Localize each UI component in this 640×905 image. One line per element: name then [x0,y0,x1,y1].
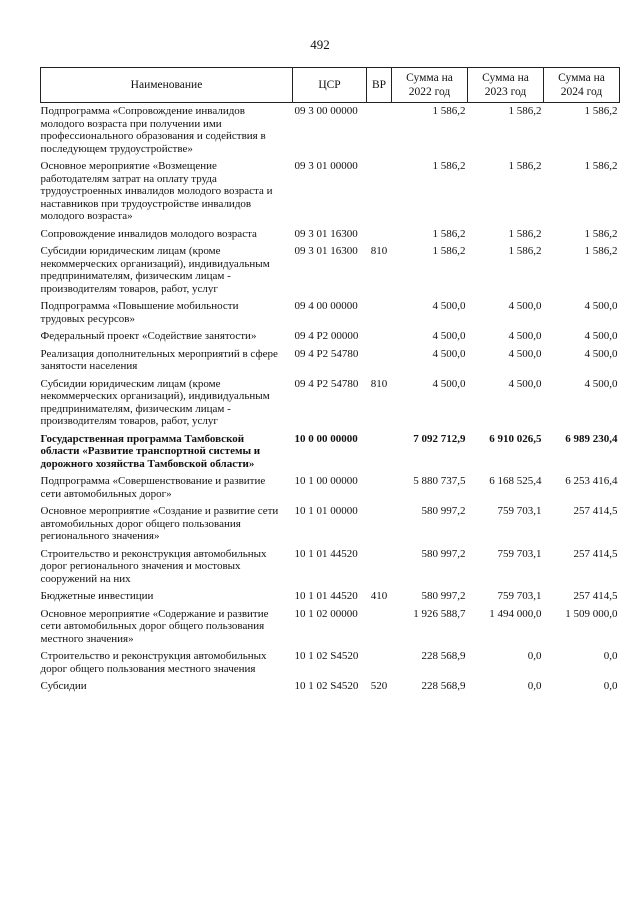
row-csr: 10 1 01 44520 [294,590,358,602]
row-sum-2022: 1 586,2 [432,160,466,172]
table-row [41,243,620,298]
row-sum-2024: 1 586,2 [584,105,618,117]
row-name: Субсидии юридическим лицам (кроме некоммерческих организаций), индивидуальным предпринимателям, физическим лицам - производителям товаров, работ, услуг [40,245,270,295]
row-sum-2022: 580 997,2 [421,547,466,560]
row-csr: 10 1 01 00000 [294,505,358,517]
row-name: Федеральный проект «Содействие занятости» [40,330,257,342]
table-row [41,648,620,678]
row-sum-2023: 4 500,0 [508,330,542,342]
row-name: Основное мероприятие «Возмещение работодателям затрат на оплату труда трудоустроенных инвалидов молодого возраста и наставников при трудоустройстве инвалидов молодого возраста» [40,160,273,222]
row-sum-2023: 759 703,1 [497,505,542,517]
table-row [41,226,620,244]
row-vr [367,226,392,244]
row-sum-2023: 6 168 525,4 [489,475,542,487]
row-sum-2024: 0,0 [603,680,618,692]
row-sum-2022: 228 568,9 [421,680,466,692]
row-sum-2022: 1 586,2 [432,105,466,117]
row-csr: 09 4 P2 54780 [294,377,359,390]
row-csr: 09 3 01 16300 [294,227,358,240]
row-sum-2023: 1 494 000,0 [489,607,542,620]
row-csr: 10 1 02 S4520 [294,680,359,692]
row-vr [367,648,392,678]
row-sum-2024: 4 500,0 [584,300,618,312]
row-sum-2024: 257 414,5 [573,547,618,560]
header-sum-2022: Сумма на 2022 год [392,68,468,103]
row-sum-2022: 580 997,2 [421,590,466,602]
row-csr: 10 1 02 S4520 [294,650,359,662]
table-row [41,473,620,503]
row-name: Подпрограмма «Повышение мобильности трудовых ресурсов» [40,300,239,325]
row-csr: 09 3 00 00000 [294,105,358,117]
header-vr: ВР [367,68,392,103]
row-name: Субсидии [40,680,87,692]
row-vr: 520 [370,680,388,692]
row-sum-2023: 4 500,0 [508,300,542,312]
table-row [41,376,620,431]
table-row [41,346,620,376]
table-row [41,503,620,546]
header-csr: ЦСР [293,68,367,103]
row-sum-2023: 759 703,1 [497,547,542,560]
row-csr: 09 4 P2 00000 [294,330,359,342]
table-row [41,431,620,474]
row-sum-2024: 6 989 230,4 [565,432,618,445]
row-sum-2024: 1 509 000,0 [565,607,618,620]
page-number: 492 [310,37,330,52]
row-vr [367,346,392,376]
row-sum-2024: 4 500,0 [584,330,618,342]
header-sum-2024: Сумма на 2024 год [544,68,620,103]
row-sum-2022: 1 586,2 [432,245,466,257]
row-sum-2022: 580 997,2 [421,505,466,517]
row-name: Подпрограмма «Сопровождение инвалидов молодого возраста при получении ими профессионального образования и содействия в последующем трудоустройстве» [40,105,266,155]
row-sum-2023: 4 500,0 [508,347,542,360]
table-row [41,103,620,159]
row-sum-2024: 1 586,2 [584,245,618,257]
row-sum-2023: 1 586,2 [508,105,542,117]
budget-table [40,67,620,696]
row-name: Подпрограмма «Совершенствование и развитие сети автомобильных дорог» [40,475,266,500]
row-csr: 10 1 00 00000 [294,475,358,487]
row-sum-2022: 4 500,0 [432,300,466,312]
row-name: Основное мероприятие «Содержание и развитие сети автомобильных дорог общего пользования местного значения» [40,607,269,645]
row-sum-2024: 4 500,0 [584,377,618,390]
row-sum-2023: 0,0 [527,650,542,662]
table-row [41,298,620,328]
row-sum-2022: 5 880 737,5 [413,475,466,487]
row-csr: 09 4 P2 54780 [294,347,359,360]
row-name: Строительство и реконструкция автомобильных дорог общего пользования местного значения [40,650,267,675]
row-sum-2023: 4 500,0 [508,377,542,390]
row-vr [367,546,392,589]
row-name: Государственная программа Тамбовской области «Развитие транспортной системы и дорожного хозяйства Тамбовской области» [40,432,261,470]
row-name: Строительство и реконструкция автомобильных дорог регионального значения и мостовых сооружений на них [40,547,267,585]
row-vr [367,503,392,546]
row-sum-2022: 4 500,0 [432,377,466,390]
row-sum-2024: 257 414,5 [573,590,618,602]
row-vr [367,473,392,503]
row-name: Бюджетные инвестиции [40,590,154,602]
row-name: Сопровождение инвалидов молодого возраста [40,227,257,240]
row-csr: 09 4 00 00000 [294,300,358,312]
table-row [41,588,620,606]
row-sum-2023: 759 703,1 [497,590,542,602]
row-sum-2024: 1 586,2 [584,160,618,172]
row-vr [367,103,392,159]
row-sum-2023: 6 910 026,5 [489,432,542,445]
row-sum-2023: 0,0 [527,680,542,692]
row-vr: 810 [370,377,388,390]
row-name: Субсидии юридическим лицам (кроме некоммерческих организаций), индивидуальным предпринимателям, физическим лицам - производителям товаров, работ, услуг [40,377,270,427]
table-row [41,678,620,696]
row-sum-2024: 0,0 [603,650,618,662]
row-sum-2023: 1 586,2 [508,160,542,172]
row-sum-2022: 7 092 712,9 [413,432,466,445]
row-csr: 09 3 01 00000 [294,160,358,172]
row-csr: 10 1 02 00000 [294,607,358,620]
row-sum-2023: 1 586,2 [508,245,542,257]
table-row [41,606,620,649]
table-row [41,546,620,589]
table-header-row [41,68,620,103]
row-sum-2022: 228 568,9 [421,650,466,662]
table-row [41,158,620,226]
row-vr: 810 [370,245,388,257]
row-vr [367,431,392,474]
row-sum-2022: 1 926 588,7 [413,607,466,620]
row-csr: 10 0 00 00000 [294,432,358,445]
row-vr [367,298,392,328]
header-sum-2023: Сумма на 2023 год [468,68,544,103]
row-sum-2022: 4 500,0 [432,330,466,342]
table-row [41,328,620,346]
row-name: Реализация дополнительных мероприятий в сфере занятости населения [40,347,278,372]
row-vr [367,328,392,346]
row-csr: 10 1 01 44520 [294,547,358,560]
row-vr [367,606,392,649]
row-csr: 09 3 01 16300 [294,245,358,257]
row-sum-2024: 257 414,5 [573,505,618,517]
row-sum-2024: 4 500,0 [584,347,618,360]
header-name: Наименование [41,68,293,103]
row-sum-2023: 1 586,2 [508,227,542,240]
row-sum-2022: 1 586,2 [432,227,466,240]
table-body [41,103,620,696]
row-vr: 410 [370,590,388,602]
row-vr [367,158,392,226]
row-name: Основное мероприятие «Создание и развитие сети автомобильных дорог общего пользования регионального значения» [40,505,279,542]
row-sum-2022: 4 500,0 [432,347,466,360]
row-sum-2024: 6 253 416,4 [565,475,618,487]
row-sum-2024: 1 586,2 [584,227,618,240]
